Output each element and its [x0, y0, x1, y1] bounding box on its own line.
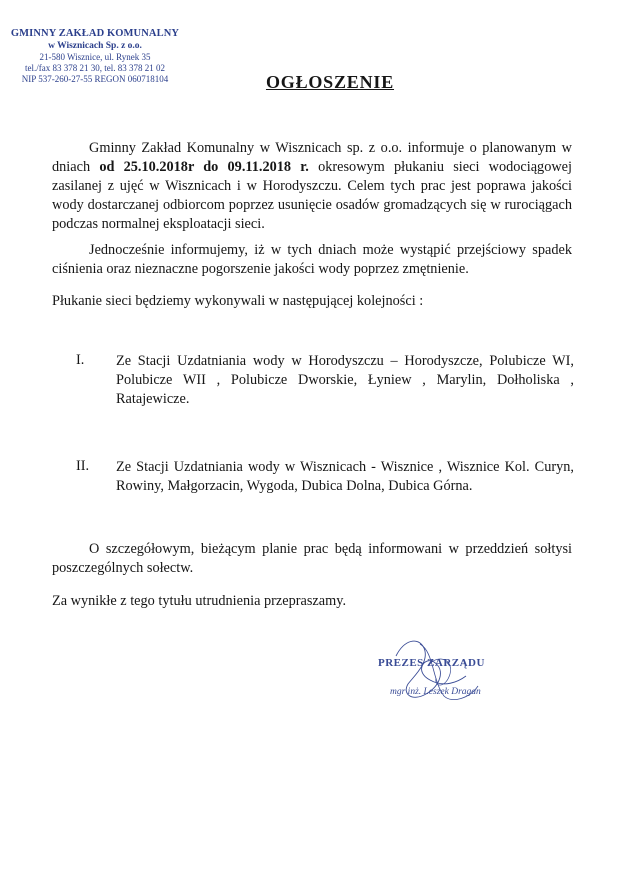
stamp-address: 21-580 Wisznice, ul. Rynek 35	[39, 52, 151, 62]
title-text: OGŁOSZENIE	[265, 72, 395, 92]
list-item-number: I.	[76, 352, 85, 368]
paragraph-announcement	[52, 139, 572, 234]
stamp-company-sub: w Wisznicach Sp. z o.o.	[48, 41, 142, 51]
signature-block	[374, 636, 504, 710]
list-item-text: Ze Stacji Uzdatniania wody w Horodyszczu – Horodyszcze, Polubicze WI, Polubicze WII , Polubicze Dworskie, Łyniew , Marylin, Dołholiska , Ratajewicze.	[116, 353, 574, 407]
paragraph-apology: Za wynikłe z tego tytułu utrudnienia przepraszamy.	[52, 593, 347, 609]
paragraph-schedule-info	[52, 540, 572, 578]
para2-text: Jednocześnie informujemy, iż w tych dniach może wystąpić przejściowy spadek ciśnienia oraz nieznaczne pogorszenie jakości wody poprzez zmętnienie.	[52, 242, 572, 277]
para4-text: O szczegółowym, bieżącym planie prac będą informowani w przeddzień sołtysi poszczególnych sołectw.	[52, 541, 572, 576]
signature-name: mgr inż. Leszek Dragan	[390, 687, 481, 697]
stamp-phone: tel./fax 83 378 21 30, tel. 83 378 21 02	[25, 63, 165, 73]
para1-after: okresowym płukaniu sieci wodociągowej zasilanej z ujęć w Wisznicach i w Horodyszczu. Celem tych prac jest poprawa jakości wody dostarczanej odbiorcom poprzez usunięcie osadów gromadzących się w rurociągach podczas normalnej eksploatacji sieci.	[52, 159, 572, 232]
paragraph-order-intro: Płukanie sieci będziemy wykonywali w następującej kolejności :	[52, 293, 424, 309]
list-item-number: II.	[76, 458, 90, 474]
signature-scribble	[374, 636, 504, 710]
page-title	[0, 72, 636, 93]
paragraph-pressure-notice	[52, 241, 572, 279]
stamp-ids: NIP 537-260-27-55 REGON 060718104	[21, 74, 169, 84]
para1-before: Gminny Zakład Komunalny w Wisznicach sp. z o.o. informuje o planowanym w dniach	[52, 140, 572, 175]
signature-role: PREZES ZARZĄDU	[378, 657, 485, 669]
para1-dates: od 25.10.2018r do 09.11.2018 r.	[99, 159, 309, 175]
stamp-company-name: GMINNY ZAKŁAD KOMUNALNY	[10, 28, 180, 39]
list-item-text: Ze Stacji Uzdatniania wody w Wisznicach - Wisznice , Wisznice Kol. Curyn, Rowiny, Małgorzacin, Wygoda, Dubica Dolna, Dubica Górna.	[116, 459, 574, 494]
